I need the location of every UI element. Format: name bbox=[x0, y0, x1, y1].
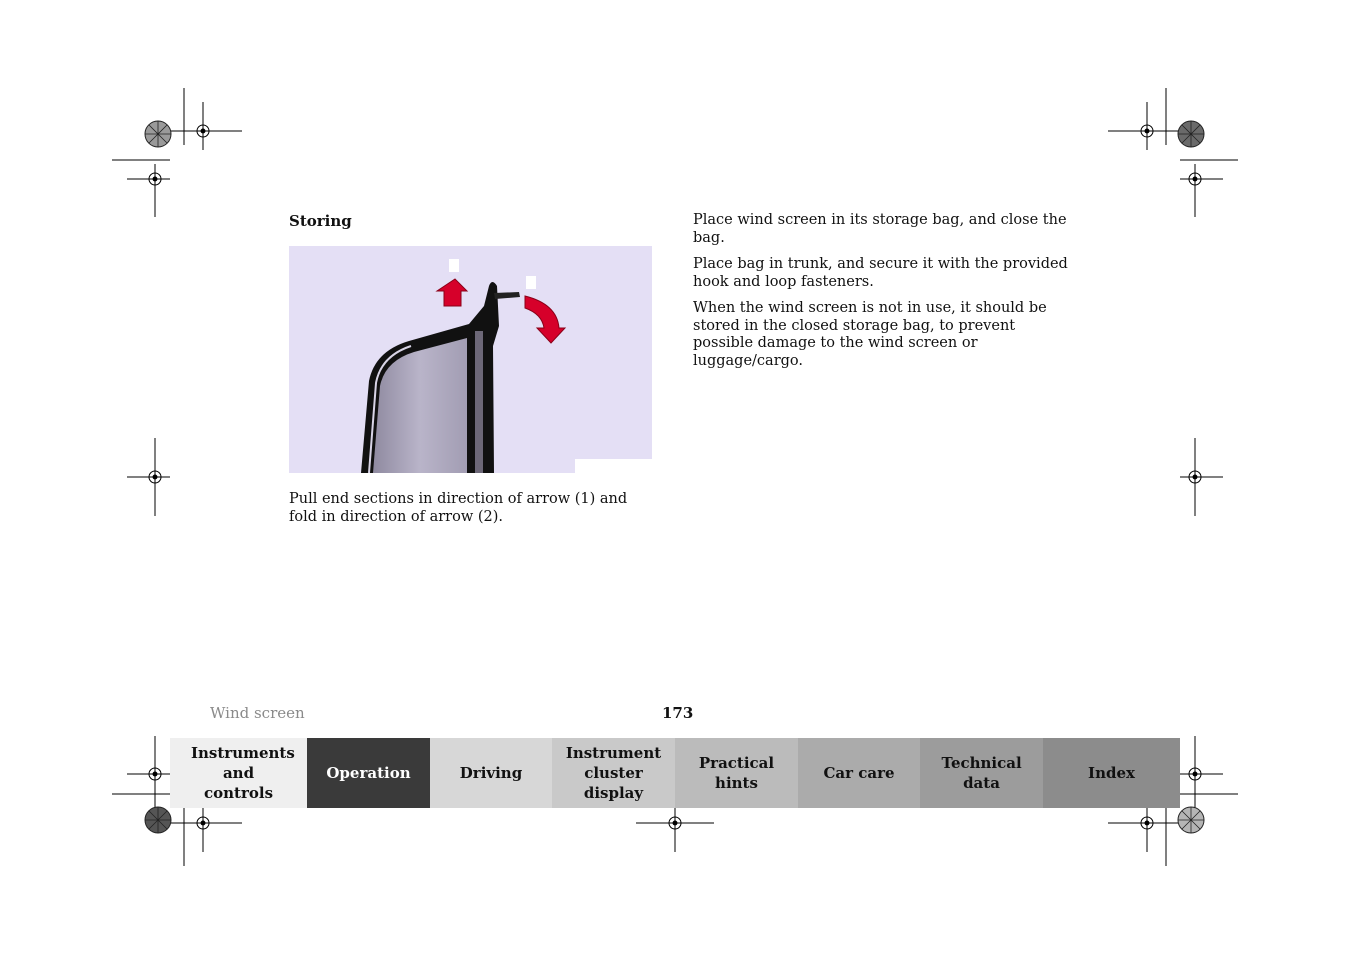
paragraph: When the wind screen is not in use, it should be stored in the closed storage bag, to prevent possible damage to the wind screen or luggage/cargo. bbox=[693, 300, 1047, 369]
arrow-up-icon bbox=[437, 279, 467, 306]
instructions-column bbox=[693, 212, 1073, 379]
tab-technical-data[interactable]: Technical data bbox=[920, 738, 1043, 808]
tab-car-care[interactable]: Car care bbox=[798, 738, 920, 808]
figure-label-2: 2 bbox=[527, 278, 535, 290]
page-number: 173 bbox=[662, 704, 694, 722]
footer-section-name: Wind screen bbox=[210, 704, 305, 722]
section-heading: Storing bbox=[289, 212, 352, 230]
figure-label-1: 1 bbox=[450, 261, 458, 273]
wind-screen-illustration bbox=[289, 246, 652, 473]
tab-instruments-and-controls[interactable]: Instruments and controls bbox=[170, 738, 307, 808]
tab-index[interactable]: Index bbox=[1043, 738, 1180, 808]
chapter-nav bbox=[170, 738, 1180, 808]
wind-screen-drawing bbox=[289, 246, 652, 473]
tab-operation[interactable]: Operation bbox=[307, 738, 430, 808]
arrow-curved-icon bbox=[525, 296, 565, 343]
paragraph: Place bag in trunk, and secure it with the provided hook and loop fasteners. bbox=[693, 256, 1068, 290]
paragraph: Place wind screen in its storage bag, and close the bag. bbox=[693, 212, 1067, 246]
tab-driving[interactable]: Driving bbox=[430, 738, 552, 808]
figure-caption: Pull end sections in direction of arrow (1) and fold in direction of arrow (2). bbox=[289, 491, 628, 525]
tab-practical-hints[interactable]: Practical hints bbox=[675, 738, 798, 808]
tab-instrument-cluster-display[interactable]: Instrument cluster display bbox=[552, 738, 675, 808]
